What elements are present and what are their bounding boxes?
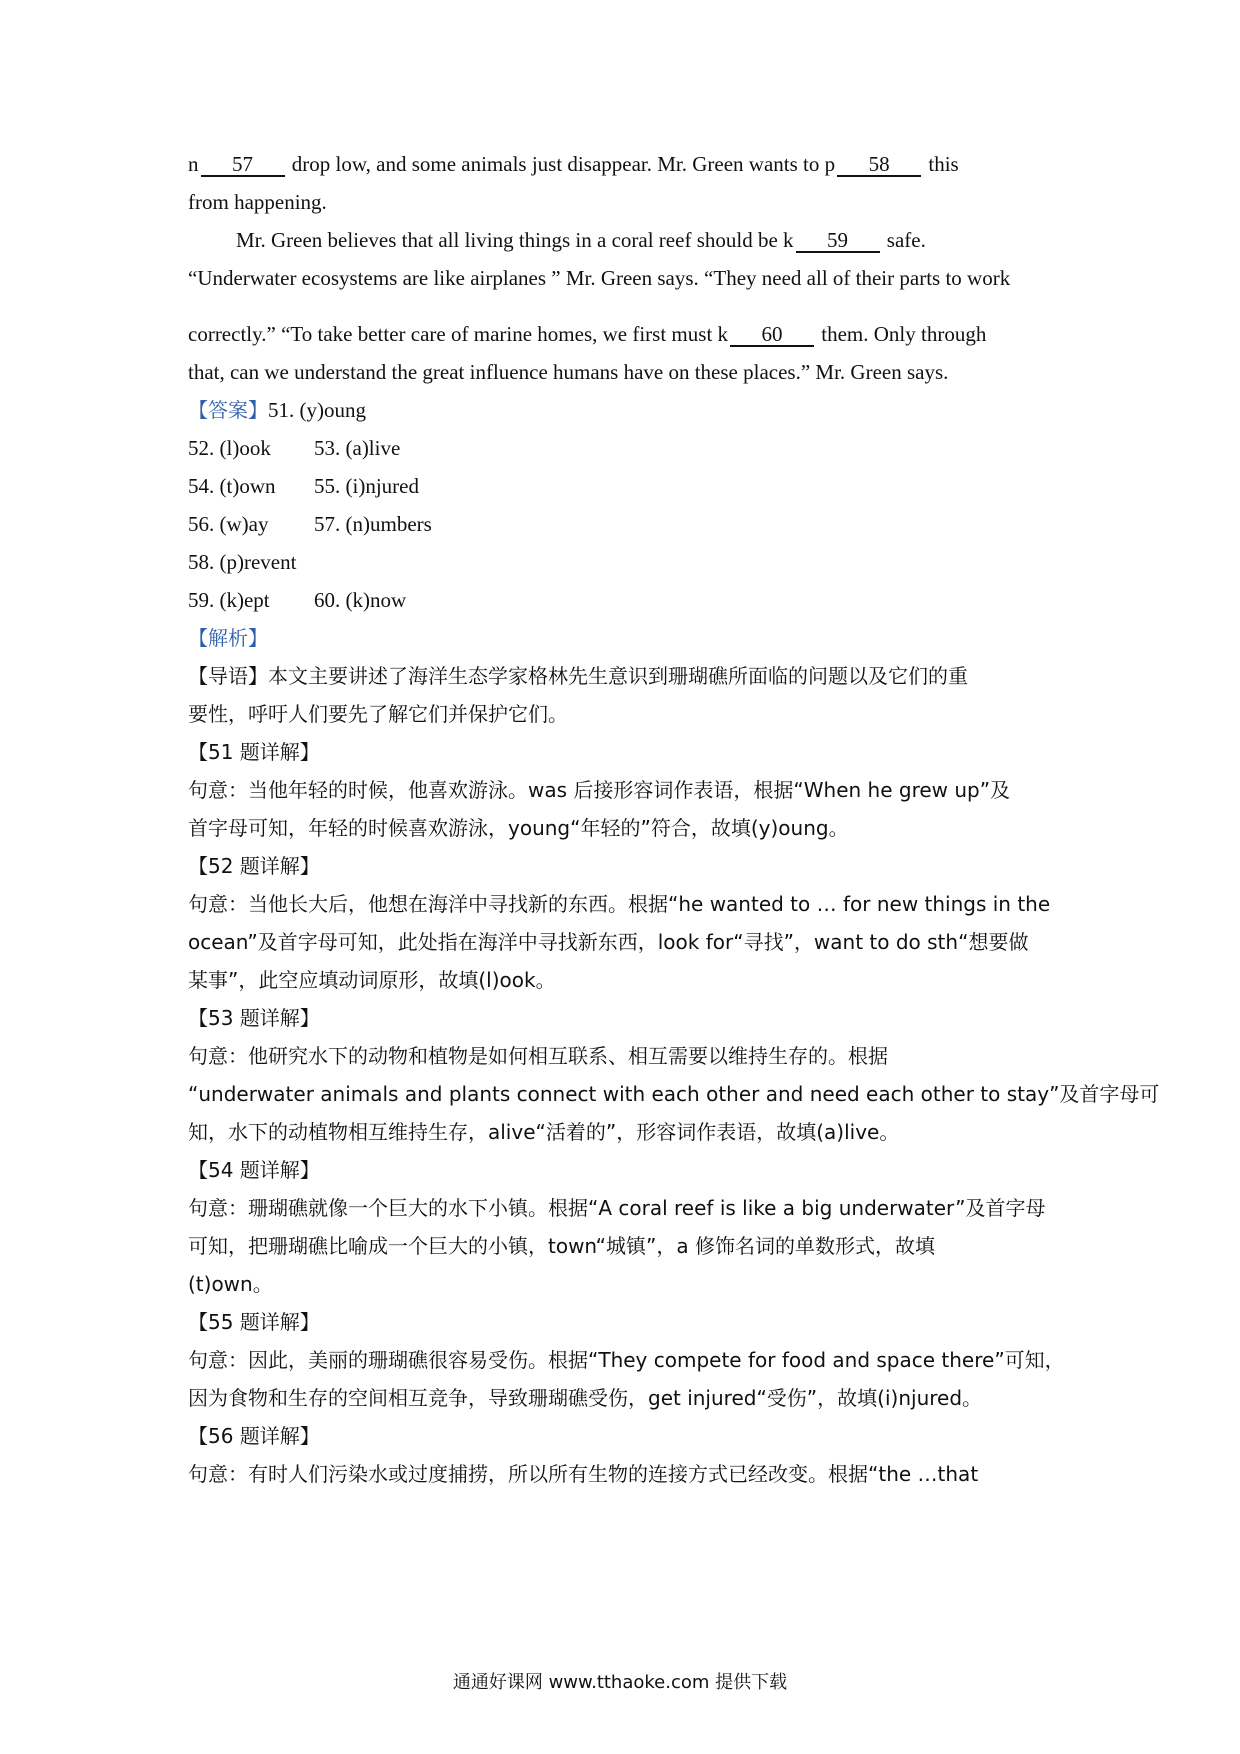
q55-heading: 【55 题详解】	[188, 1310, 320, 1334]
q54-heading: 【54 题详解】	[188, 1158, 320, 1182]
page-content	[188, 145, 1160, 1493]
q53-explanation: 知，水下的动植物相互维持生存，alive“活着的”，形容词作表语，故填(a)live。	[188, 1120, 900, 1144]
answer-60: 60. (k)now	[314, 588, 407, 612]
q53-heading: 【53 题详解】	[188, 1006, 320, 1030]
answer-56: 56. (w)ay	[188, 512, 269, 536]
analysis-intro: 要性，呼吁人们要先了解它们并保护它们。	[188, 702, 568, 726]
passage-text: Mr. Green believes that all living things in a coral reef should be k	[236, 228, 794, 252]
answers-line	[188, 429, 1068, 467]
answers-line	[188, 581, 1068, 619]
answers-line	[188, 467, 1068, 505]
answer-57: 57. (n)umbers	[314, 512, 432, 536]
passage-line	[188, 221, 1068, 259]
answer-58: 58. (p)revent	[188, 550, 297, 574]
q51-explanation: 句意：当他年轻的时候，他喜欢游泳。was 后接形容词作表语，根据“When he grew up”及	[188, 778, 1011, 802]
blank-57: 57	[201, 153, 285, 177]
passage-line	[188, 315, 1068, 353]
answer-54: 54. (t)own	[188, 474, 276, 498]
q54-explanation: 可知，把珊瑚礁比喻成一个巨大的小镇，town“城镇”，a 修饰名词的单数形式，故填	[188, 1234, 935, 1258]
q52-explanation: 句意：当他长大后，他想在海洋中寻找新的东西。根据“he wanted to … for new things in the	[188, 892, 1051, 916]
passage-text: safe.	[881, 228, 926, 252]
q56-heading: 【56 题详解】	[188, 1424, 320, 1448]
q54-explanation: 句意：珊瑚礁就像一个巨大的水下小镇。根据“A coral reef is like a big underwater”及首字母	[188, 1196, 1046, 1220]
passage-text: correctly.” “To take better care of marine homes, we first must k	[188, 322, 729, 346]
blank-59: 59	[796, 229, 880, 253]
q53-explanation: “underwater animals and plants connect with each other and need each other to stay”及首字母可	[188, 1082, 1160, 1106]
q55-explanation: 句意：因此，美丽的珊瑚礁很容易受伤。根据“They compete for food and space there”可知，	[188, 1348, 1065, 1372]
passage-text: them. Only through	[816, 322, 987, 346]
q52-explanation: ocean”及首字母可知，此处指在海洋中寻找新东西，look for“寻找”，want to do sth“想要做	[188, 930, 1029, 954]
q56-explanation: 句意：有时人们污染水或过度捕捞，所以所有生物的连接方式已经改变。根据“the …that	[188, 1462, 979, 1486]
q51-heading: 【51 题详解】	[188, 740, 320, 764]
q54-explanation: (t)own。	[188, 1272, 273, 1296]
q55-explanation: 因为食物和生存的空间相互竞争，导致珊瑚礁受伤，get injured“受伤”，故填(i)njured。	[188, 1386, 983, 1410]
blank-60: 60	[730, 323, 814, 347]
passage-line: that, can we understand the great influence humans have on these places.” Mr. Green says.	[188, 360, 949, 384]
blank-58: 58	[837, 153, 921, 177]
passage-text: this	[923, 152, 959, 176]
answer-55: 55. (i)njured	[314, 474, 419, 498]
analysis-label: 【解析】	[188, 626, 268, 650]
q52-explanation: 某事”，此空应填动词原形，故填(l)ook。	[188, 968, 556, 992]
answer-53: 53. (a)live	[314, 436, 401, 460]
passage-line: “Underwater ecosystems are like airplanes ” Mr. Green says. “They need all of their parts to work	[188, 266, 1011, 290]
page-footer: 通通好课网 www.tthaoke.com 提供下载	[452, 1672, 788, 1693]
answer-59: 59. (k)ept	[188, 588, 270, 612]
analysis-intro: 【导语】本文主要讲述了海洋生态学家格林先生意识到珊瑚礁所面临的问题以及它们的重	[188, 664, 968, 688]
passage-line: from happening.	[188, 190, 327, 214]
answers-label: 【答案】	[188, 398, 268, 422]
q53-explanation: 句意：他研究水下的动物和植物是如何相互联系、相互需要以维持生存的。根据	[188, 1044, 888, 1068]
answer-51: 51. (y)oung	[268, 398, 366, 422]
answers-line	[188, 391, 1068, 429]
passage-text: drop low, and some animals just disappear. Mr. Green wants to p	[286, 152, 836, 176]
q51-explanation: 首字母可知，年轻的时候喜欢游泳，young“年轻的”符合，故填(y)oung。	[188, 816, 849, 840]
answers-line	[188, 505, 1068, 543]
q52-heading: 【52 题详解】	[188, 854, 320, 878]
passage-line	[188, 145, 1068, 183]
passage-text: n	[188, 152, 199, 176]
spacer	[188, 297, 1068, 315]
answer-52: 52. (l)ook	[188, 436, 271, 460]
